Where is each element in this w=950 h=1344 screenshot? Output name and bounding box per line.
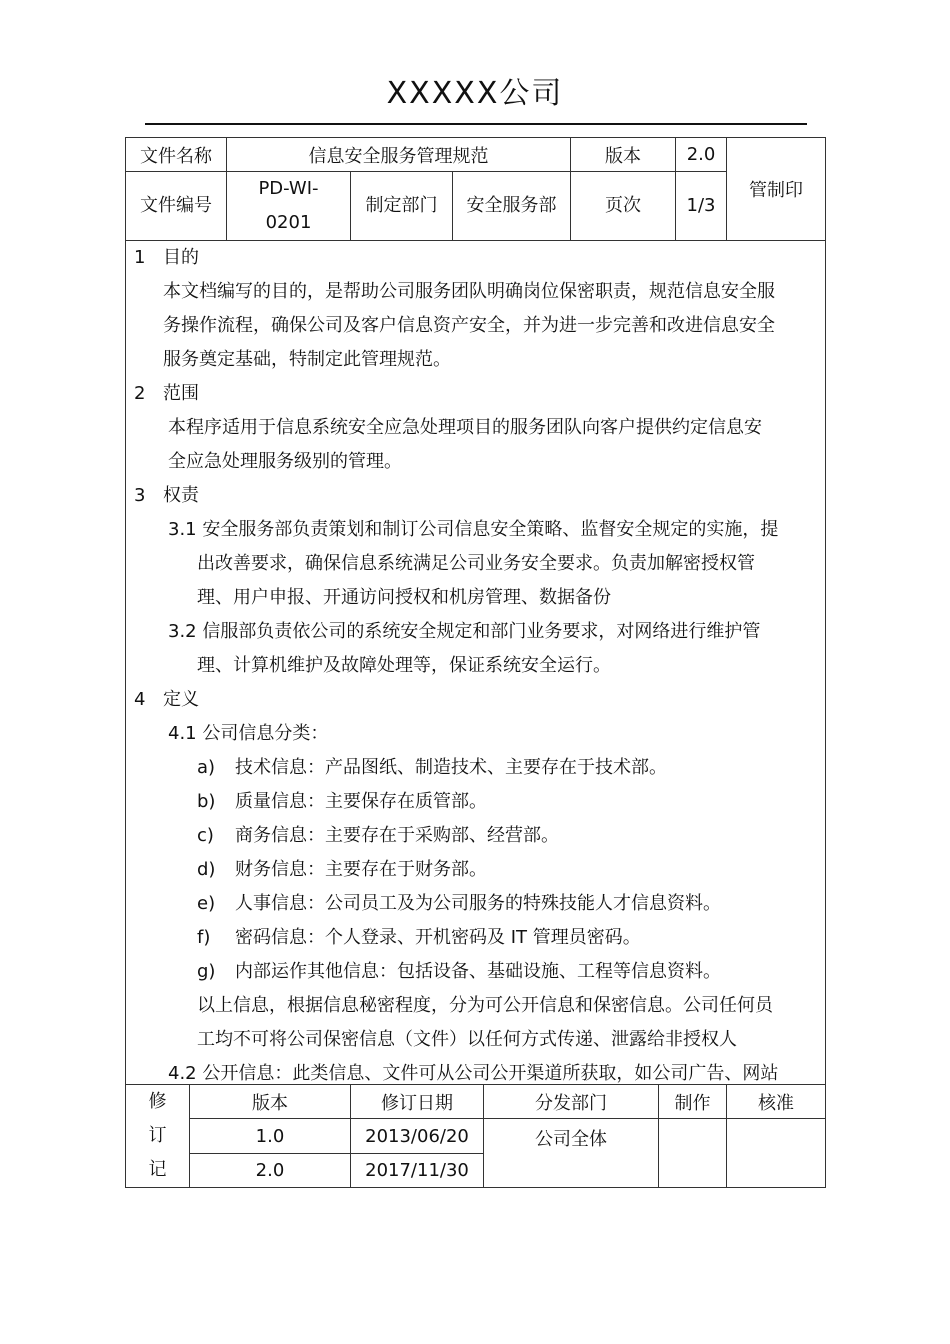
list-item-letter: f) xyxy=(197,927,211,948)
document-body xyxy=(125,240,826,1084)
col-approve: 核准 xyxy=(727,1085,826,1119)
control-stamp: 管制印 xyxy=(727,138,826,241)
dept-value: 安全服务部 xyxy=(453,172,571,241)
page-label: 页次 xyxy=(571,172,676,241)
doc-name-label: 文件名称 xyxy=(126,138,227,172)
list-item: 人事信息：公司员工及为公司服务的特殊技能人才信息资料。 xyxy=(235,893,721,914)
section-3-1-line: 出改善要求，确保信息系统满足公司业务安全要求。负责加解密授权管 xyxy=(197,553,755,574)
document-header-table xyxy=(125,137,826,241)
revision-table xyxy=(125,1084,826,1188)
section-2-number: 2 xyxy=(134,383,146,404)
list-item: 财务信息：主要存在于财务部。 xyxy=(235,859,487,880)
section-1-para-line: 本文档编写的目的，是帮助公司服务团队明确岗位保密职责，规范信息安全服 xyxy=(163,281,775,302)
revision-label-char: 订 xyxy=(148,1125,167,1146)
section-4-number: 4 xyxy=(134,689,146,710)
section-3-2-line: 理、计算机维护及故障处理等，保证系统安全运行。 xyxy=(197,655,611,676)
doc-no-line1: PD-WI- xyxy=(258,178,319,199)
section-4-note-line: 工均不可将公司保密信息（文件）以任何方式传递、泄露给非授权人 xyxy=(197,1029,737,1050)
list-item-letter: e) xyxy=(197,893,216,914)
revision-date: 2013/06/20 xyxy=(351,1119,484,1154)
col-dept: 分发部门 xyxy=(484,1085,659,1119)
company-title: XXXXX公司 xyxy=(386,76,564,111)
section-2-para-line: 本程序适用于信息系统安全应急处理项目的服务团队向客户提供约定信息安 xyxy=(168,417,762,438)
section-1-number: 1 xyxy=(134,247,146,268)
list-item: 质量信息：主要保存在质管部。 xyxy=(235,791,487,812)
section-3-number: 3 xyxy=(134,485,146,506)
made-by xyxy=(659,1119,727,1188)
col-made: 制作 xyxy=(659,1085,727,1119)
doc-no-line2: 0201 xyxy=(265,212,312,233)
version-label: 版本 xyxy=(571,138,676,172)
revision-label xyxy=(126,1085,190,1188)
col-date: 修订日期 xyxy=(351,1085,484,1119)
section-3-2-line: 3.2 信服部负责依公司的系统安全规定和部门业务要求，对网络进行维护管 xyxy=(168,621,761,642)
revision-version: 2.0 xyxy=(190,1154,351,1188)
doc-no-label: 文件编号 xyxy=(126,172,227,241)
list-item: 内部运作其他信息：包括设备、基础设施、工程等信息资料。 xyxy=(235,961,721,982)
col-version: 版本 xyxy=(190,1085,351,1119)
distribution-dept: 公司全体 xyxy=(484,1119,659,1188)
dept-label: 制定部门 xyxy=(351,172,453,241)
revision-version: 1.0 xyxy=(190,1119,351,1154)
section-2-para-line: 全应急处理服务级别的管理。 xyxy=(168,451,402,472)
doc-no xyxy=(227,172,351,241)
list-item-letter: c) xyxy=(197,825,214,846)
list-item-letter: a) xyxy=(197,757,216,778)
approved-by xyxy=(727,1119,826,1188)
version-value: 2.0 xyxy=(676,138,727,172)
revision-label-char: 修 xyxy=(148,1091,167,1112)
section-3-1-line: 理、用户申报、开通访问授权和机房管理、数据备份 xyxy=(197,587,611,608)
section-4-2-line: 4.2 公开信息：此类信息、文件可从公司公开渠道所获取，如公司广告、网站 xyxy=(168,1063,779,1084)
section-3-1-line: 3.1 安全服务部负责策划和制订公司信息安全策略、监督安全规定的实施，提 xyxy=(168,519,779,540)
list-item: 技术信息：产品图纸、制造技术、主要存在于技术部。 xyxy=(235,757,667,778)
section-4-note-line: 以上信息，根据信息秘密程度，分为可公开信息和保密信息。公司任何员 xyxy=(197,995,773,1016)
revision-date: 2017/11/30 xyxy=(351,1154,484,1188)
title-divider xyxy=(145,123,807,125)
page-value: 1/3 xyxy=(676,172,727,241)
section-4-title: 定义 xyxy=(163,689,199,710)
section-3-title: 权责 xyxy=(163,485,199,506)
section-1-para-line: 务操作流程，确保公司及客户信息资产安全，并为进一步完善和改进信息安全 xyxy=(163,315,775,336)
section-2-title: 范围 xyxy=(163,383,199,404)
list-item-letter: g) xyxy=(197,961,216,982)
list-item: 密码信息：个人登录、开机密码及 IT 管理员密码。 xyxy=(235,927,641,948)
list-item: 商务信息：主要存在于采购部、经营部。 xyxy=(235,825,559,846)
section-4-1-heading: 4.1 公司信息分类： xyxy=(168,723,329,744)
list-item-letter: b) xyxy=(197,791,216,812)
doc-name: 信息安全服务管理规范 xyxy=(227,138,571,172)
revision-label-char: 记 xyxy=(148,1159,167,1180)
list-item-letter: d) xyxy=(197,859,216,880)
section-1-title: 目的 xyxy=(163,247,199,268)
section-1-para-line: 服务奠定基础，特制定此管理规范。 xyxy=(163,349,451,370)
